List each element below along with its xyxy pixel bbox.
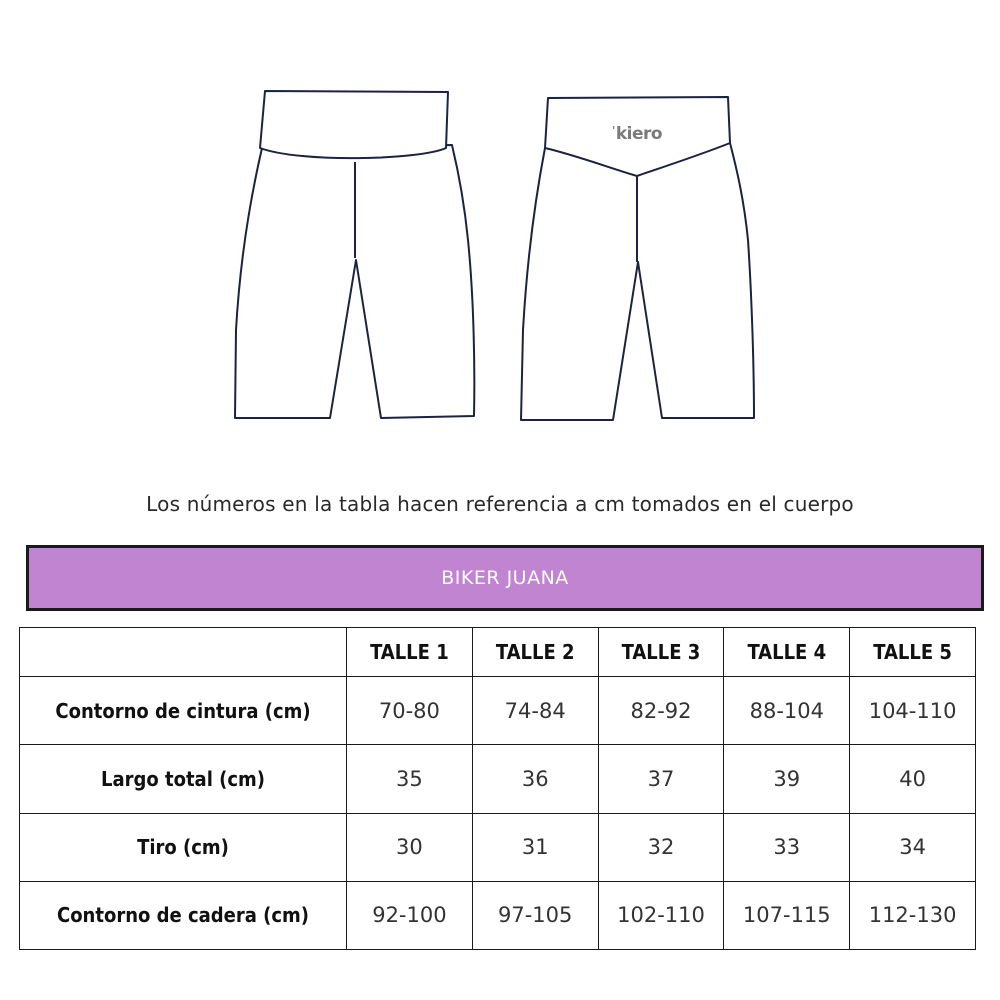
front-view-shorts: [235, 91, 474, 418]
measurement-note: Los números en la tabla hacen referencia a cm tomados en el cuerpo: [146, 492, 854, 516]
size-chart-table: [19, 627, 976, 950]
product-banner: [26, 545, 984, 611]
table-cell: 37: [598, 745, 724, 813]
brand-logo: [612, 124, 662, 144]
garment-drawings: [0, 0, 1000, 440]
garment-illustrations: [0, 0, 1000, 440]
back-view-shorts: [521, 97, 754, 420]
table-header-row: [20, 628, 976, 677]
table-cell: 40: [850, 745, 976, 813]
table-cell: 104-110: [850, 677, 976, 745]
table-cell: 92-100: [347, 881, 473, 949]
row-label: Contorno de cintura (cm): [20, 677, 347, 745]
table-cell: 31: [472, 813, 598, 881]
table-row-cadera: [20, 881, 976, 949]
table-header-talle-2: TALLE 2: [472, 628, 598, 677]
table-header-talle-1: TALLE 1: [347, 628, 473, 677]
table-cell: 88-104: [724, 677, 850, 745]
brand-logo-mark: ': [612, 124, 615, 137]
table-cell: 39: [724, 745, 850, 813]
table-cell: 33: [724, 813, 850, 881]
table-row-largo: [20, 745, 976, 813]
brand-logo-text: kiero: [615, 124, 663, 144]
table-cell: 97-105: [472, 881, 598, 949]
table-cell: 35: [347, 745, 473, 813]
table-row-cintura: [20, 677, 976, 745]
table-row-tiro: [20, 813, 976, 881]
table-header-empty: [20, 628, 347, 677]
table-cell: 30: [347, 813, 473, 881]
front-waistband: [260, 91, 448, 158]
row-label: Tiro (cm): [20, 813, 347, 881]
table-header-talle-5: TALLE 5: [850, 628, 976, 677]
table-cell: 36: [472, 745, 598, 813]
table-cell: 32: [598, 813, 724, 881]
table-cell: 70-80: [347, 677, 473, 745]
table-cell: 102-110: [598, 881, 724, 949]
product-title: BIKER JUANA: [441, 567, 569, 589]
table-header-talle-3: TALLE 3: [598, 628, 724, 677]
table-header-talle-4: TALLE 4: [724, 628, 850, 677]
table-cell: 107-115: [724, 881, 850, 949]
table-cell: 82-92: [598, 677, 724, 745]
table-cell: 74-84: [472, 677, 598, 745]
table-cell: 112-130: [850, 881, 976, 949]
row-label: Largo total (cm): [20, 745, 347, 813]
row-label: Contorno de cadera (cm): [20, 881, 347, 949]
table-cell: 34: [850, 813, 976, 881]
